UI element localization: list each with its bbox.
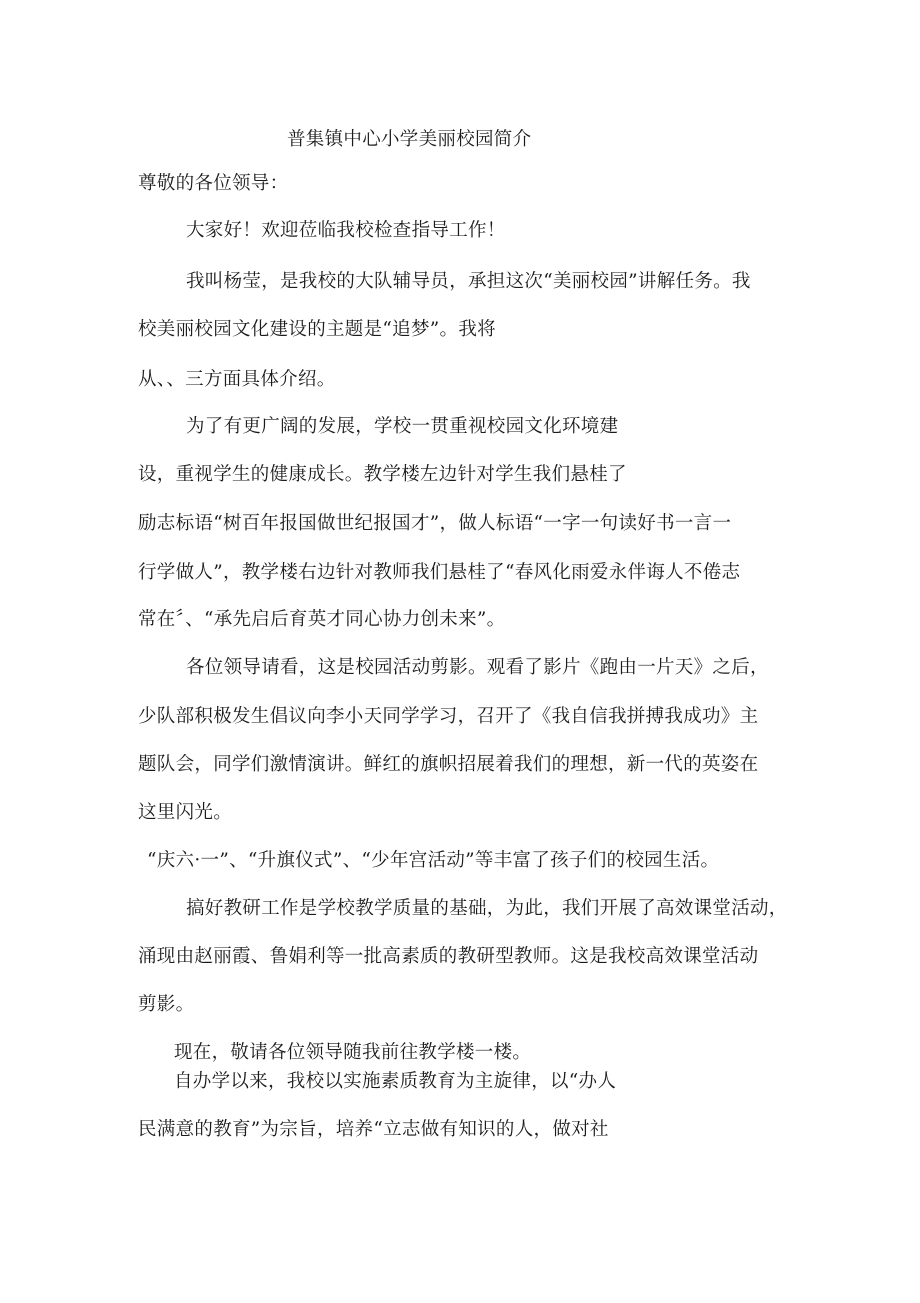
paragraph-line: 校美丽校园文化建设的主题是“追梦”。我将 bbox=[138, 319, 496, 340]
paragraph-line: “庆六·一”、“升旗仪式”、“少年宫活动”等丰富了孩子们的校园生活。 bbox=[147, 850, 720, 871]
paragraph-line: 各位领导请看，这是校园活动剪影。观看了影片《跑由一片天》之后， bbox=[186, 657, 769, 678]
paragraph-line: 民满意的教育”为宗旨，培养“立志做有知识的人，做对社 bbox=[138, 1119, 609, 1140]
salutation: 尊敬的各位领导： bbox=[138, 173, 289, 194]
paragraph-line: 为了有更广阔的发展，学校一贯重视校园文化环境建 bbox=[186, 416, 619, 437]
paragraph-line: 题队会，同学们激情演讲。鲜红的旗帜招展着我们的理想，新一代的英姿在 bbox=[138, 754, 759, 775]
paragraph-line: 行学做人”，教学楼右边针对教师我们悬桂了“春风化雨爱永伴诲人不倦志 bbox=[138, 562, 741, 583]
paragraph-line: 自办学以来，我校以实施素质教育为主旋律，以“办人 bbox=[174, 1071, 617, 1092]
paragraph-line: 少队部积极发生倡议向李小天同学学习，召开了《我自信我拼搏我成功》主 bbox=[138, 706, 759, 727]
document-title: 普集镇中心小学美丽校园简介 bbox=[287, 129, 532, 150]
paragraph-line: 设，重视学生的健康成长。教学楼左边针对学生我们悬桂了 bbox=[138, 464, 627, 485]
paragraph-line: 常在〞、“承先启后育英才同心协力创未来”。 bbox=[138, 609, 506, 630]
paragraph-line: 从、、三方面具体介绍。 bbox=[138, 369, 336, 390]
paragraph-line: 涌现由赵丽霞、鲁娟利等一批高素质的教研型教师。这是我校高效课堂活动 bbox=[138, 946, 759, 967]
paragraph-line: 剪影。 bbox=[138, 994, 195, 1015]
paragraph-line: 这里闪光。 bbox=[138, 802, 233, 823]
paragraph-line: 励志标语“树百年报国做世纪报国才”，做人标语“一字一句读好书一言一 bbox=[138, 513, 732, 534]
paragraph-line: 搞好教研工作是学校教学质量的基础，为此，我们开展了高效课堂活动， bbox=[186, 898, 788, 919]
paragraph-line: 我叫杨莹，是我校的大队辅导员，承担这次“美丽校园”讲解任务。我 bbox=[186, 271, 751, 292]
paragraph-line: 大家好！欢迎莅临我校检查指导工作！ bbox=[186, 220, 506, 241]
paragraph-line: 现在，敬请各位领导随我前往教学楼一楼。 bbox=[174, 1042, 532, 1063]
